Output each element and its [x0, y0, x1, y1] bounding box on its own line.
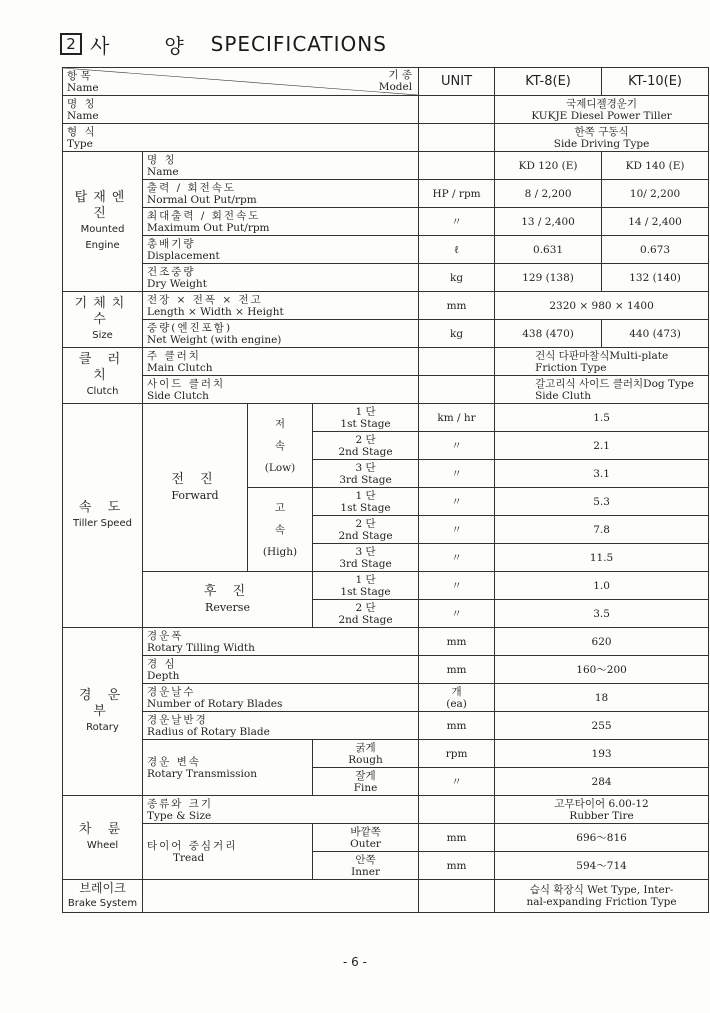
- brake-value: 습식 확장식 Wet Type, Inter- nal-expanding Friction Type: [495, 880, 709, 913]
- speed-reverse-label: 후 진 Reverse: [143, 572, 313, 628]
- clutch-side-label: 사이드 클러치 Side Clutch: [143, 376, 419, 404]
- speed-forward-label: 전 진 Forward: [143, 404, 248, 572]
- engine-displacement-kt10: 0.673: [602, 236, 709, 264]
- speed-ditto: 〃: [419, 600, 495, 628]
- engine-max-unit: 〃: [419, 208, 495, 236]
- rotary-fine-unit: 〃: [419, 768, 495, 796]
- size-weight-kt8: 438 (470): [495, 320, 602, 348]
- rotary-depth-value: 160〜200: [495, 656, 709, 684]
- clutch-row: [63, 376, 709, 404]
- header-model-ko: 기 종: [388, 69, 413, 81]
- engine-name-kt10: KD 140 (E): [602, 152, 709, 180]
- engine-displacement-kt8: 0.631: [495, 236, 602, 264]
- header-item-en: Name: [67, 82, 99, 94]
- engine-row: [63, 264, 709, 292]
- type-row: [63, 124, 709, 152]
- rotary-row: [63, 712, 709, 740]
- specifications-table: [62, 67, 709, 913]
- wheel-outer-value: 696〜816: [495, 824, 709, 852]
- heading-ko-2: 양: [164, 33, 185, 58]
- speed-low-value-1: 1.5: [495, 404, 709, 432]
- name-value: 국제디젤경운기 KUKJE Diesel Power Tiller: [495, 96, 709, 124]
- size-row: [63, 320, 709, 348]
- speed-high-value-3: 11.5: [495, 544, 709, 572]
- speed-low-label: 저 속 (Low): [248, 404, 313, 488]
- heading-ko-1: 사: [90, 33, 111, 58]
- name-label: 명 칭 Name: [63, 96, 419, 124]
- engine-row: [63, 208, 709, 236]
- clutch-side-unit: [419, 376, 495, 404]
- brake-row: [63, 880, 709, 913]
- header-kt10: KT-10(E): [602, 68, 709, 96]
- engine-weight-kt10: 132 (140): [602, 264, 709, 292]
- engine-max-label: 최대출력 / 회전속도 Maximum Out Put/rpm: [143, 208, 419, 236]
- wheel-row: [63, 824, 709, 852]
- speed-low-stage-3: 3 단 3rd Stage: [313, 460, 419, 488]
- type-unit: [419, 124, 495, 152]
- engine-displacement-unit: ℓ: [419, 236, 495, 264]
- speed-high-label: 고 속 (High): [248, 488, 313, 572]
- speed-ditto: 〃: [419, 572, 495, 600]
- size-dimensions-label: 전장 × 전폭 × 전고 Length × Width × Height: [143, 292, 419, 320]
- clutch-main-unit: [419, 348, 495, 376]
- rotary-radius-unit: mm: [419, 712, 495, 740]
- engine-row: [63, 152, 709, 180]
- type-value: 한쪽 구동식 Side Driving Type: [495, 124, 709, 152]
- rotary-fine-label: 잘게 Fine: [313, 768, 419, 796]
- clutch-row: [63, 348, 709, 376]
- speed-ditto: 〃: [419, 516, 495, 544]
- speed-reverse-value-1: 1.0: [495, 572, 709, 600]
- brake-group: 브레이크 Brake System: [63, 880, 143, 913]
- wheel-type-unit: [419, 796, 495, 824]
- rotary-transmission-label: 경운 변속 Rotary Transmission: [143, 740, 313, 796]
- engine-row: [63, 236, 709, 264]
- page-number: - 6 -: [343, 955, 367, 969]
- engine-group: 탑재엔진 Mounted Engine: [63, 152, 143, 292]
- rotary-radius-value: 255: [495, 712, 709, 740]
- engine-row: [63, 180, 709, 208]
- name-row: [63, 96, 709, 124]
- header-kt8: KT-8(E): [495, 68, 602, 96]
- rotary-group: 경 운 부 Rotary: [63, 628, 143, 796]
- rotary-blades-unit: 개 (ea): [419, 684, 495, 712]
- speed-high-stage-2: 2 단 2nd Stage: [313, 516, 419, 544]
- wheel-row: [63, 796, 709, 824]
- speed-low-stage-2: 2 단 2nd Stage: [313, 432, 419, 460]
- size-weight-label: 중량(엔진포함) Net Weight (with engine): [143, 320, 419, 348]
- wheel-inner-unit: mm: [419, 852, 495, 880]
- engine-name-kt8: KD 120 (E): [495, 152, 602, 180]
- header-item-ko: 항 목: [67, 70, 91, 82]
- size-dimensions-unit: mm: [419, 292, 495, 320]
- rotary-radius-label: 경운날반경 Radius of Rotary Blade: [143, 712, 419, 740]
- wheel-tread-label: 타이어 중심거리 Tread: [143, 824, 313, 880]
- wheel-outer-label: 바깥쪽 Outer: [313, 824, 419, 852]
- rotary-row: [63, 628, 709, 656]
- wheel-outer-unit: mm: [419, 824, 495, 852]
- size-group: 기체치수 Size: [63, 292, 143, 348]
- clutch-group: 클 러 치 Clutch: [63, 348, 143, 404]
- engine-weight-label: 건조중량 Dry Weight: [143, 264, 419, 292]
- engine-output-unit: HP / rpm: [419, 180, 495, 208]
- size-row: [63, 292, 709, 320]
- heading-title: SPECIFICATIONS: [210, 32, 387, 56]
- size-weight-kt10: 440 (473): [602, 320, 709, 348]
- rotary-row: [63, 740, 709, 768]
- speed-reverse-value-2: 3.5: [495, 600, 709, 628]
- engine-output-kt10: 10/ 2,200: [602, 180, 709, 208]
- clutch-main-label: 주 클러치 Main Clutch: [143, 348, 419, 376]
- header-row: [63, 68, 709, 96]
- speed-reverse-stage-2: 2 단 2nd Stage: [313, 600, 419, 628]
- rotary-fine-value: 284: [495, 768, 709, 796]
- section-heading: [60, 30, 387, 58]
- engine-max-kt8: 13 / 2,400: [495, 208, 602, 236]
- engine-weight-unit: kg: [419, 264, 495, 292]
- rotary-depth-unit: mm: [419, 656, 495, 684]
- rotary-row: [63, 684, 709, 712]
- type-label: 형 식 Type: [63, 124, 419, 152]
- header-item-model-cell: [63, 68, 419, 96]
- engine-displacement-label: 총배기량 Displacement: [143, 236, 419, 264]
- engine-output-kt8: 8 / 2,200: [495, 180, 602, 208]
- engine-max-kt10: 14 / 2,400: [602, 208, 709, 236]
- brake-unit: [419, 880, 495, 913]
- rotary-row: [63, 656, 709, 684]
- speed-row: [63, 572, 709, 600]
- speed-high-stage-1: 1 단 1st Stage: [313, 488, 419, 516]
- speed-reverse-stage-1: 1 단 1st Stage: [313, 572, 419, 600]
- speed-low-value-3: 3.1: [495, 460, 709, 488]
- rotary-blades-label: 경운날수 Number of Rotary Blades: [143, 684, 419, 712]
- clutch-side-value: 갈고리식 사이드 클러치Dog Type Side Cluth: [495, 376, 709, 404]
- wheel-inner-label: 안쪽 Inner: [313, 852, 419, 880]
- name-unit: [419, 96, 495, 124]
- rotary-width-value: 620: [495, 628, 709, 656]
- speed-row: [63, 404, 709, 432]
- header-model-en: Model: [378, 81, 413, 93]
- rotary-blades-value: 18: [495, 684, 709, 712]
- speed-low-value-2: 2.1: [495, 432, 709, 460]
- engine-weight-kt8: 129 (138): [495, 264, 602, 292]
- rotary-depth-label: 경 심 Depth: [143, 656, 419, 684]
- header-unit: UNIT: [419, 68, 495, 96]
- rotary-rough-label: 굵게 Rough: [313, 740, 419, 768]
- rotary-rough-unit: rpm: [419, 740, 495, 768]
- speed-ditto: 〃: [419, 544, 495, 572]
- rotary-width-unit: mm: [419, 628, 495, 656]
- clutch-main-value: 건식 다판마찰식Multi-plate Friction Type: [495, 348, 709, 376]
- rotary-rough-value: 193: [495, 740, 709, 768]
- brake-label-empty: [143, 880, 419, 913]
- wheel-inner-value: 594〜714: [495, 852, 709, 880]
- engine-output-label: 출력 / 회전속도 Normal Out Put/rpm: [143, 180, 419, 208]
- speed-ditto: 〃: [419, 488, 495, 516]
- section-number: 2: [60, 33, 82, 55]
- wheel-type-value: 고무타이어 6.00-12 Rubber Tire: [495, 796, 709, 824]
- speed-high-value-1: 5.3: [495, 488, 709, 516]
- speed-low-unit: km / hr: [419, 404, 495, 432]
- rotary-width-label: 경운폭 Rotary Tilling Width: [143, 628, 419, 656]
- speed-high-value-2: 7.8: [495, 516, 709, 544]
- engine-name-unit: [419, 152, 495, 180]
- wheel-group: 차 륜 Wheel: [63, 796, 143, 880]
- speed-group: 속 도 Tiller Speed: [63, 404, 143, 628]
- wheel-type-label: 종류와 크기 Type & Size: [143, 796, 419, 824]
- size-dimensions-value: 2320 × 980 × 1400: [495, 292, 709, 320]
- size-weight-unit: kg: [419, 320, 495, 348]
- speed-ditto: 〃: [419, 432, 495, 460]
- speed-low-stage-1: 1 단 1st Stage: [313, 404, 419, 432]
- speed-high-stage-3: 3 단 3rd Stage: [313, 544, 419, 572]
- engine-name-label: 명 칭 Name: [143, 152, 419, 180]
- speed-ditto: 〃: [419, 460, 495, 488]
